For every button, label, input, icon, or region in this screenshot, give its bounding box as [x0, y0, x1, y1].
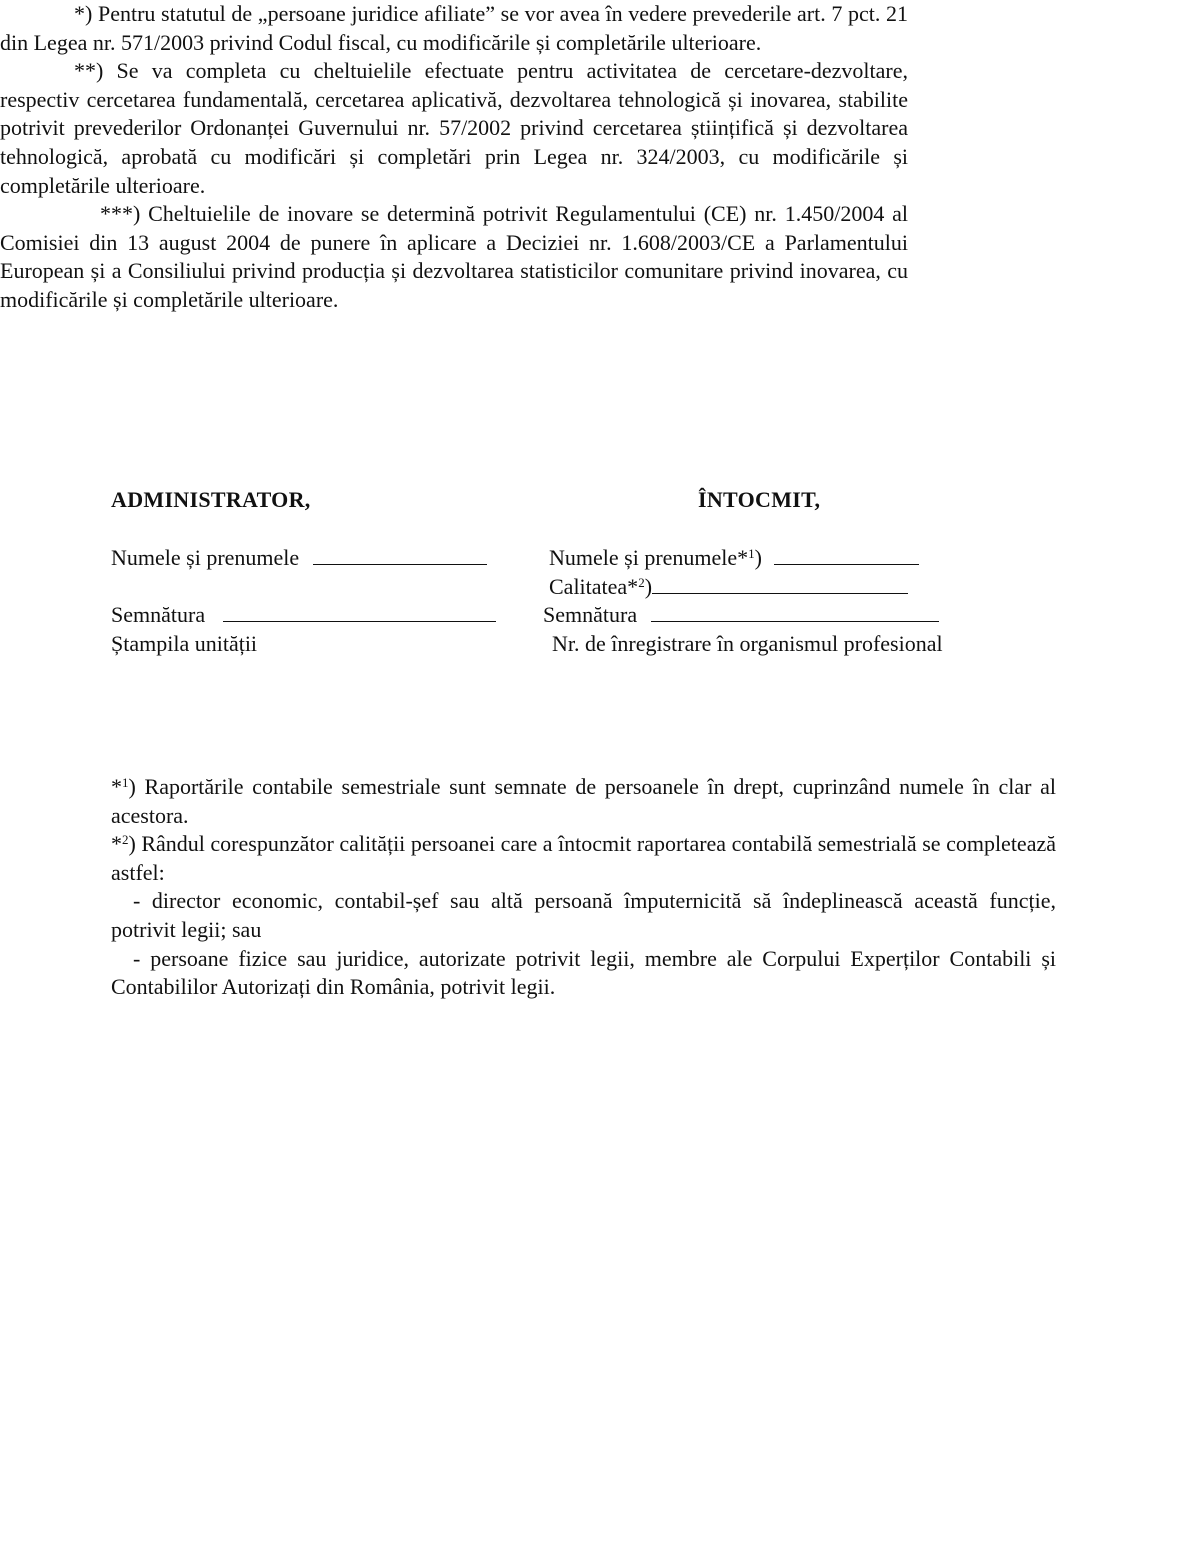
footnote-1-number: 1 — [122, 775, 129, 790]
preparer-quality-label: Calitatea* — [549, 574, 639, 599]
administrator-heading: ADMINISTRATOR, — [111, 487, 311, 512]
footnote-1-text: ) Raportările contabile semestriale sunt semnate de persoanele în drept, cuprinzând numele în clar al acestora. — [111, 774, 1056, 828]
preparer-name-blank — [774, 544, 919, 565]
preparer-quality-blank — [652, 573, 908, 594]
footnote-2 — [111, 830, 1056, 887]
preparer-name-row — [549, 544, 919, 572]
note-innovation-expenses: ***) Cheltuielile de inovare se determină potrivit Regulamentului (CE) nr. 1.450/2004 al Comisiei din 13 august 2004 de punere în aplicare a Deciziei nr. 1.608/2003/CE a Parlamentului European și a Consiliului privind producția și dezvoltarea statisticilor comunitare privind inovarea, cu modificările și completările ulterioare. — [0, 201, 908, 312]
preparer-name-label: Numele și prenumele* — [549, 545, 749, 570]
preparer-quality-paren: ) — [644, 574, 653, 599]
note-affiliated-entities: *) Pentru statutul de „persoane juridice afiliate” se vor avea în vedere prevederile art. 7 pct. 21 din Legea nr. 571/2003 privind Codul fiscal, cu modificările și completările ulterioare. — [0, 1, 908, 55]
prepared-by-heading: ÎNTOCMIT, — [698, 487, 821, 512]
footnotes — [111, 773, 1056, 1002]
footnote-2-mark: * — [111, 831, 122, 857]
footnote-2-text: ) Rândul corespunzător calității persoanei care a întocmit raportarea contabilă semestrială se completează astfel: — [111, 831, 1056, 885]
preparer-registration-label: Nr. de înregistrare în organismul profesional — [552, 631, 943, 656]
preparer-name-paren: ) — [754, 545, 762, 570]
footnote-ref-1: 1 — [748, 546, 755, 561]
footnote-1 — [111, 773, 1056, 830]
admin-name-label: Numele și prenumele — [111, 545, 300, 570]
preparer-signature-row — [543, 601, 939, 629]
explanatory-notes — [0, 0, 908, 315]
admin-signature-blank — [223, 601, 496, 622]
note-research-expenses: **) Se va completa cu cheltuielile efectuate pentru activitatea de cercetare-dezvoltare, respectiv cercetarea fundamentală, cercetarea aplicativă, dezvoltarea tehnologică și inovarea, stabilite potrivit prevederilor Ordonanței Guvernului nr. 57/2002 privind cercetarea științifică și dezvoltarea tehnologică, aprobată cu modificări și completări prin Legea nr. 324/2003, cu modificările și completările ulterioare. — [0, 58, 908, 198]
footnote-ref-2: 2 — [638, 575, 645, 590]
admin-stamp-label: Ștampila unității — [111, 631, 258, 656]
footnote-2-item-economic-director: - director economic, contabil-șef sau altă persoană împuternicită să îndeplinească această funcție, potrivit legii; sau — [111, 888, 1056, 942]
admin-signature-label: Semnătura — [111, 602, 206, 627]
preparer-signature-blank — [651, 601, 939, 622]
admin-name-blank — [313, 544, 487, 565]
admin-signature-row — [111, 601, 496, 629]
footnote-2-number: 2 — [122, 832, 129, 848]
admin-name-row — [111, 544, 487, 572]
preparer-quality-row — [549, 573, 908, 601]
footnote-2-item-accounting-experts: - persoane fizice sau juridice, autorizate potrivit legii, membre ale Corpului Experților Contabili și Contabililor Autorizați din România, potrivit legii. — [111, 945, 1056, 1000]
preparer-signature-label: Semnătura — [543, 602, 638, 627]
footnote-1-mark: * — [111, 774, 122, 799]
